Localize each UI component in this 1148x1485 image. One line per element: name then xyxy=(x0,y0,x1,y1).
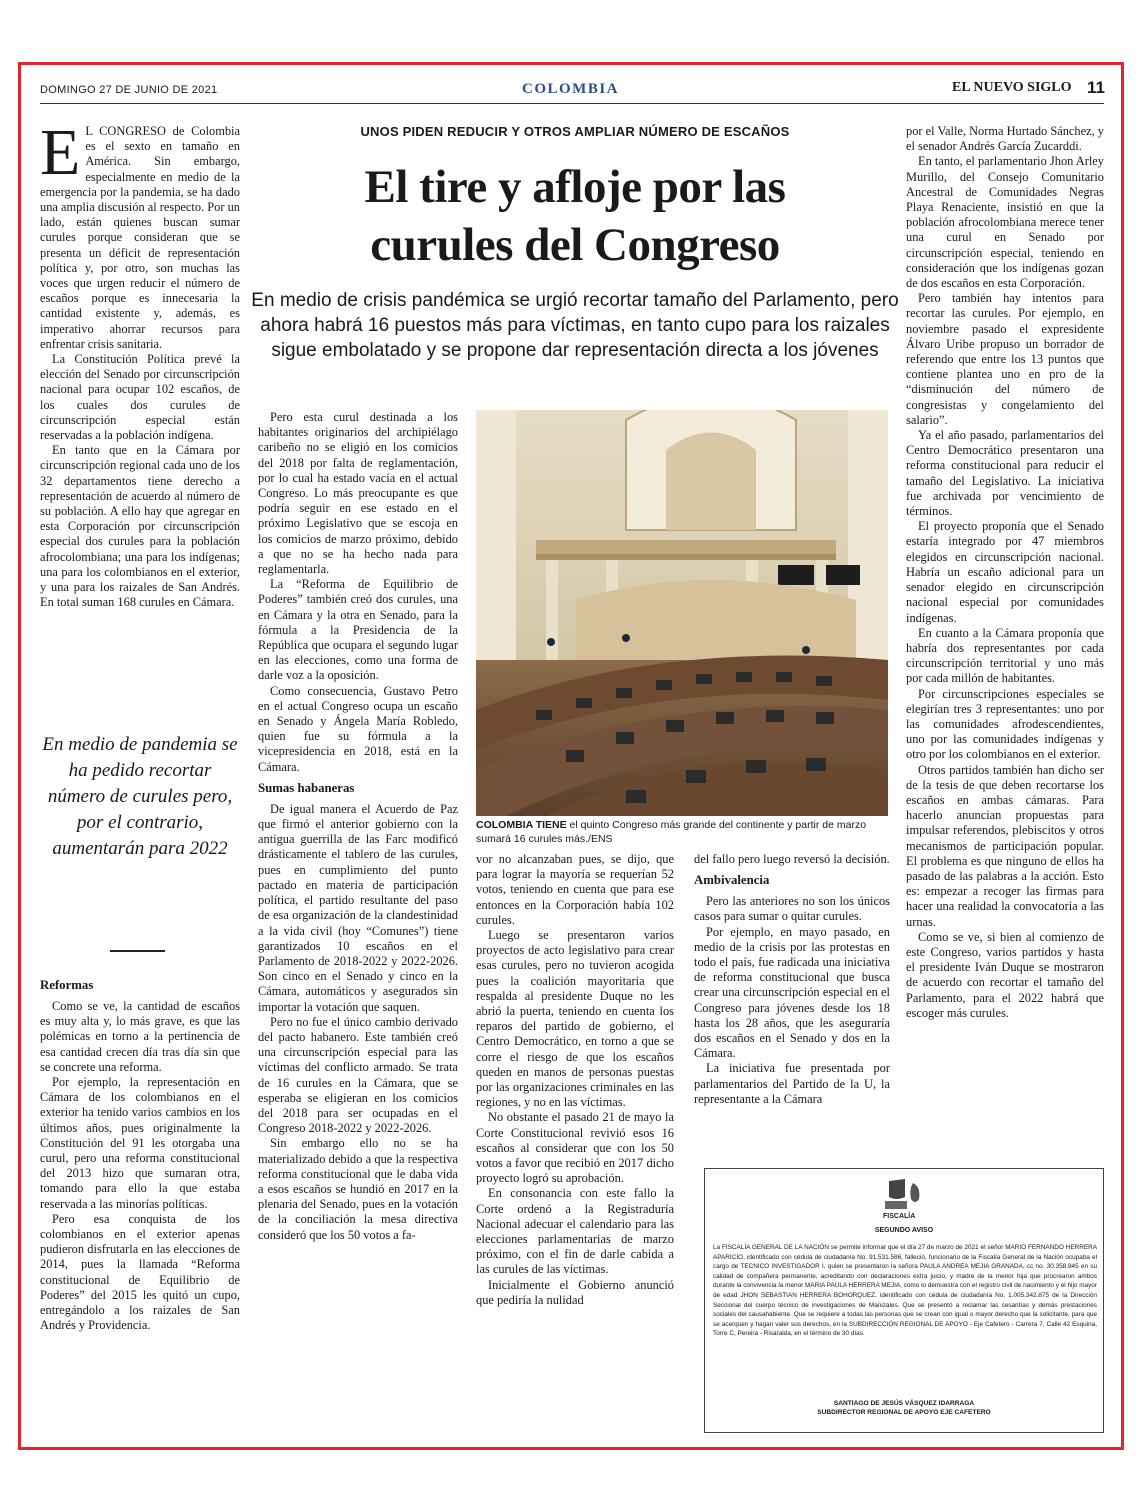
subheading-sumas-habaneras: Sumas habaneras xyxy=(258,780,355,795)
paragraph: Otros partidos también han dicho ser de la tesis de que deben recortarse los escaños en ambas cámaras. Para hacerlo anuncian propuestas para impulsar referendos, plebiscitos y otros mecanismos de participación popular. El problema es que ninguno de ellos ha pasado de las palabras a la acción. Esto es: empezar a recoger las firmas para hacer una realidad la convocatoria a las urnas. xyxy=(906,762,1104,929)
paragraph: L CONGRESO de Colombia es el sexto en tamaño en América. Sin embargo, especialmente en medio de la emergencia por la pandemia, se ha dado una amplia discusión al respecto. Por un lado, están quienes buscan sumar curules porque consideran que se presenta un déficit de representación política y, por otro, son muchas las voces que urgen reducir el número de escaños porque es innecesaria la cantidad existente y, además, es imperativo ahorrar recursos para enfrentar crisis sanitaria. xyxy=(40,124,240,351)
paragraph: En tanto, el parlamentario Jhon Arley Murillo, del Consejo Comunitario Ancestral de Comunidades Negras Playa Renaciente, insistió en que la población afrocolombiana merece tener una curul en Senado por circunscripción especial, teniendo en consideración que los indígenas gozan de dos escaños en esta Corporación. xyxy=(906,154,1104,291)
paragraph: Por circunscripciones especiales se elegirían tres 3 representantes: uno por las comunidades afrodescendientes, uno por las comunidades indígenas y otro por los colombianos en el exterior. xyxy=(906,686,1104,762)
caption-lead: COLOMBIA TIENE xyxy=(476,819,567,831)
paragraph: Pero esta curul destinada a los habitantes originarios del archipiélago caribeño no se eligió en los comicios del 2018 por falta de reglamentación, por lo cual ha estado vacía en el actual Congreso. Lo más preocupante es que podría seguir en ese estado en el próximo Legislativo que se escoja en los comicios de marzo próximo, debido a que no se ha hecho nada para reglamentarla. xyxy=(258,410,458,577)
paragraph: Luego se presentaron varios proyectos de acto legislativo para crear esas curules, pero no tuvieron acogida pues la coalición mayoritaria que respalda al presidente Duque no les abrió la puerta, teniendo en cuenta los reparos del partido de gobierno, el Centro Democrático, en torno a que se corre el riesgo de que los escaños queden en manos de personas puestas por las organizaciones criminales en las regiones, y no en las víctimas. xyxy=(476,928,674,1110)
paragraph: En consonancia con este fallo la Corte ordenó a la Registraduría Nacional adecuar el calendario para las elecciones parlamentarias de marzo próximo, con el fin de darle cabida a las curules de las víctimas. xyxy=(476,1186,674,1277)
edition-date: DOMINGO 27 DE JUNIO DE 2021 xyxy=(40,84,218,96)
paragraph: Como se ve, si bien al comienzo de este Congreso, varios partidos y hasta el presidente Iván Duque se mostraron de acuerdo con recortar el tamaño del Parlamento, para el 2022 habrá que escoger más curules. xyxy=(906,929,1104,1020)
paragraph: En tanto que en la Cámara por circunscripción regional cada uno de los 32 departamentos tiene derecho a representación de acuerdo al número de su población. A ello hay que agregar en esta Corporación por circunscripción especial dos curules para la población afrocolombiana; una para los indígenas; una para los colombianos en el exterior, y una para los raizales de San Andrés. En total suman 168 curules en Cámara. xyxy=(40,443,240,610)
article-column-4 xyxy=(694,852,890,1107)
paragraph: Por ejemplo, la representación en Cámara de los colombianos en el exterior ha tenido varios cambios en los últimos años, pues originalmente la Constitución del 91 les otorgaba una curul, pero una reforma constitucional del 2013 hizo que sumaran otra, tomando para ello la que estaba reservada a las minorías políticas. xyxy=(40,1075,240,1211)
paragraph: La “Reforma de Equilibrio de Poderes” también creó dos curules, una en Cámara y la otra en Senado, para la fórmula a la Presidencia de la República que ocupara el segundo lugar en las elecciones, como una forma de darle voz a la oposición. xyxy=(258,577,458,683)
subheading-reformas: Reformas xyxy=(40,978,94,992)
article-column-3 xyxy=(476,852,674,1308)
pull-quote-rule xyxy=(110,950,165,952)
paragraph: vor no alcanzaban pues, se dijo, que para lograr la mayoría se requerían 52 votos, teniendo en cuenta que para ese entonces en la Corporación había 102 curules. xyxy=(476,852,674,927)
header-rule xyxy=(40,103,1104,104)
paragraph: El proyecto proponía que el Senado estaría integrado por 47 miembros elegidos en circunscripción nacional. Habría un escaño adicional para un senador elegido en circunscripción nacional especial por comunidades indígenas. xyxy=(906,519,1104,625)
paragraph: No obstante el pasado 21 de mayo la Corte Constitucional revivió esos 16 escaños al considerar que con los 50 votos a favor que recibió en 2017 dicho proyecto logró su aprobación. xyxy=(476,1110,674,1186)
paragraph: Por ejemplo, en mayo pasado, en medio de la crisis por las protestas en todo el país, fue radicada una iniciativa de reforma constitucional que busca crear una circunscripción especial en el Congreso para jóvenes desde los 18 hasta los 28 años, que les aseguraría dos escaños en el Senado y dos en la Cámara. xyxy=(694,924,890,1061)
caption-text: el quinto Congreso más grande del continente y partir de marzo sumará 16 curules más./ENS xyxy=(476,819,867,845)
paragraph: del fallo pero luego reversó la decisión. xyxy=(694,852,890,866)
drop-cap: E xyxy=(40,116,81,189)
paragraph: La iniciativa fue presentada por parlamentarios del Partido de la U, la representante a la Cámara xyxy=(694,1061,890,1106)
article-column-1 xyxy=(40,116,240,611)
article-column-2 xyxy=(258,410,458,1243)
article-kicker: UNOS PIDEN REDUCIR Y OTROS AMPLIAR NÚMERO DE ESCAÑOS xyxy=(360,124,790,139)
fiscalia-logo-icon xyxy=(881,1177,927,1221)
paragraph: De igual manera el Acuerdo de Paz que firmó el anterior gobierno con la antigua guerrilla de las Farc modificó drásticamente el tablero de las curules, pues en cumplimiento del punto pactado en materia de participación política, el partido resultante del paso de esa organización de la clandestinidad a la vida civil (hoy “Comunes”) tiene garantizados 10 escaños en el Parlamento de 2018-2022 y 2022-2026. Son cinco en el Senado y cinco en la Cámara, automáticos y asegurados sin importar la votación que saquen. xyxy=(258,801,458,1014)
article-column-5 xyxy=(906,124,1104,1021)
article-headline: El tire y afloje por las curules del Congreso xyxy=(364,161,786,271)
paragraph: Pero también hay intentos para recortar las curules. Por ejemplo, en noviembre pasado el expresidente Álvaro Uribe propuso un borrador de referendo que entre los 13 puntos que contiene plantea uno en pro de la “disminución del número de congresistas y congelamiento del salario”. xyxy=(906,291,1104,427)
paragraph: Sin embargo ello no se ha materializado debido a que la respectiva reforma constitucional que le daba vida a esos escaños se hundió en 2017 en la plenaria del Senado, pues en la votación de la conciliación la mesa directiva consideró que los 50 votos a fa- xyxy=(258,1136,458,1242)
page-number: 11 xyxy=(1087,78,1105,97)
paragraph: Como consecuencia, Gustavo Petro en el actual Congreso ocupa un escaño en Senado y Ángela María Robledo, quien fue su fórmula a la vicepresidencia en 2018, está en la Cámara. xyxy=(258,683,458,774)
signer-name: SANTIAGO DE JESÚS VÁSQUEZ IDARRAGA xyxy=(833,1400,975,1407)
photo-caption xyxy=(476,818,888,846)
section-title: COLOMBIA xyxy=(522,81,620,97)
article-column-1-bottom xyxy=(40,972,240,1333)
notice-body: La FISCALÍA GENERAL DE LA NACIÓN se permite informar que el día 27 de marzo de 2021 el señor MARIO FERNANDO HERRERA APARICIO, identificado con cédula de ciudadanía No. 91.531.586, falleció, funcionario de la Fiscalía General de la Nación ocupaba el cargo de TECNICO INVESTIGADOR I, quien se presentaron la señora PAULA ANDREA MEJIA GRANADA, cc no. 30.358.945 en su calidad de compañera permanente, acreditando con declaraciones extra juicio, y madre de la menor hija que procrearon ambos durante la convivencia la menor MARIA PAULA HERRERA MEJIA, como lo demuestra con el registro civil de nacimiento y el hijo mayor de edad JHON SEBASTIAN HERRERA BOHORQUEZ, identificado con cédula de ciudadanía No. 1.005.342.875 de la Dirección Seccional del cuerpo técnico de investigaciones de Manizales. Que se presentó a reclamar las cesantías y demás prestaciones sociales del causahabiente. Que se requiere a todas las personas que se crean con igual o mayor derecho que la solicitante, para que se acerquen y hagan valer sus derechos, en la SUBDIRECCIÓN REGIONAL DE APOYO - Eje Cafetero - Carrera 7, Calle 42 Esquina, Torre C, Pereira - Risaralda, en el término de 30 días. xyxy=(713,1244,1097,1338)
logo-label: FISCALÍA xyxy=(883,1213,916,1220)
paragraph: por el Valle, Norma Hurtado Sánchez, y el senador Andrés García Zucarddi. xyxy=(906,124,1104,154)
paragraph: La Constitución Política prevé la elección del Senado por circunscripción nacional para ocupar 102 escaños, de los cuales dos curules de circunscripción especial están reservadas a la población indígena. xyxy=(40,352,240,443)
notice-title: SEGUNDO AVISO xyxy=(874,1227,934,1234)
congress-chamber-photo xyxy=(476,410,888,816)
notice-signature xyxy=(705,1399,1103,1417)
paragraph: Inicialmente el Gobierno anunció que pediría la nulidad xyxy=(476,1277,674,1307)
legal-notice-box xyxy=(704,1168,1104,1433)
pull-quote: En medio de pandemia se ha pedido recortar número de curules pero, por el contrario, aumentarán para 2022 xyxy=(42,734,238,859)
paragraph: Ya el año pasado, parlamentarios del Centro Democrático presentaron una reforma constitucional para reducir el tamaño del Legislativo. La iniciativa fue archivada por vencimiento de términos. xyxy=(906,428,1104,519)
signer-title: SUBDIRECTOR REGIONAL DE APOYO EJE CAFETERO xyxy=(817,1409,991,1416)
newspaper-name: EL NUEVO SIGLO xyxy=(952,80,1072,95)
paragraph: Pero no fue el único cambio derivado del pacto habanero. Este también creó una circunscripción especial para las víctimas del conflicto armado. Se trata de 16 curules en la Cámara, que se esperaba se eligieran en los comicios del 2018 para ser ocupadas en el Congreso 2018-2022 y 2022-2026. xyxy=(258,1014,458,1136)
paragraph: Pero esa conquista de los colombianos en el exterior apenas pudieron disfrutarla en las elecciones de 2014, pues la llamada “Reforma constitucional de Equilibrio de Poderes” del 2015 les quitó un cupo, entregándolo a los raizales de San Andrés y Providencia. xyxy=(40,1211,240,1333)
article-subheadline: En medio de crisis pandémica se urgió recortar tamaño del Parlamento, pero ahora habrá 16 puestos más para víctimas, en tanto cupo para los raizales sigue embolatado y se propone dar representación directa a los jóvenes xyxy=(251,290,899,361)
paragraph: En cuanto a la Cámara proponía que habría dos representantes por cada circunscripción territorial y uno más por cada millón de habitantes. xyxy=(906,625,1104,686)
paragraph: Pero las anteriores no son los únicos casos para sumar o quitar curules. xyxy=(694,894,890,924)
subheading-ambivalencia: Ambivalencia xyxy=(694,873,770,888)
paragraph: Como se ve, la cantidad de escaños es muy alta y, lo más grave, es que las polémicas en torno a la pertinencia de esa cantidad crecen día tras día sin que se concrete una reforma. xyxy=(40,999,240,1074)
